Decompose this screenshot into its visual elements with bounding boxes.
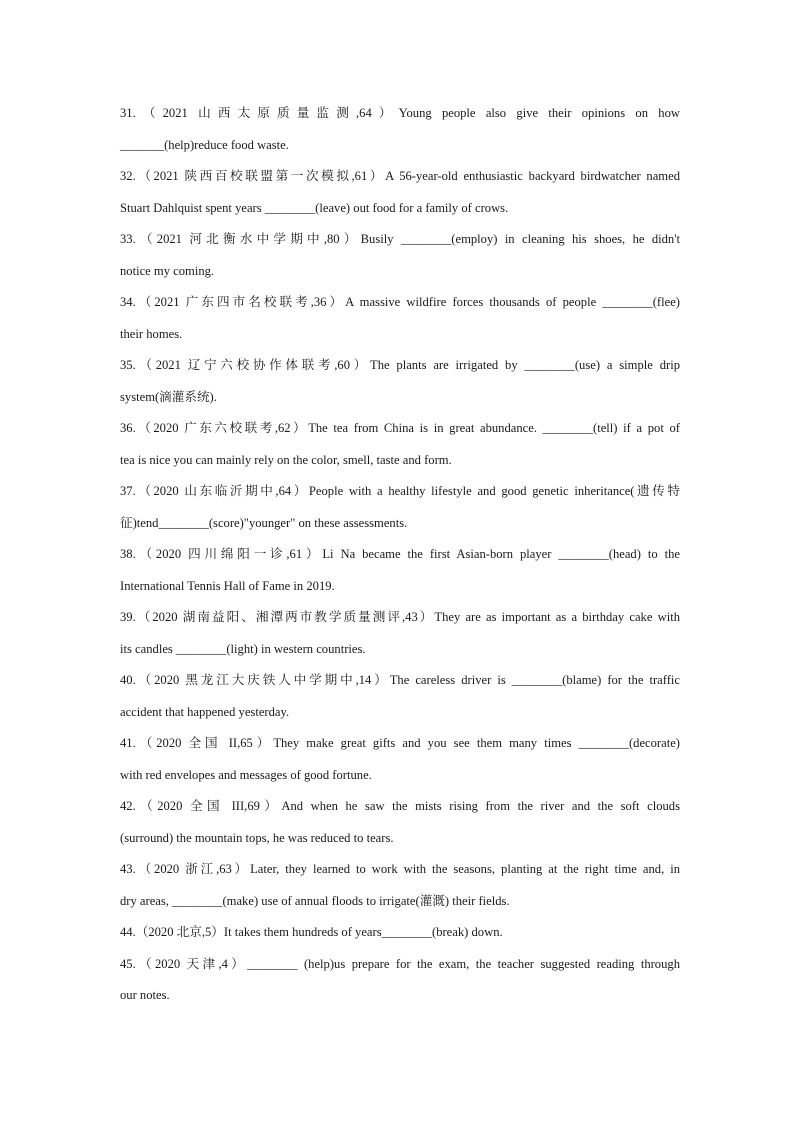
question-42 bbox=[120, 791, 680, 854]
question-33 bbox=[120, 224, 680, 287]
question-44 bbox=[120, 917, 680, 949]
question-43 bbox=[120, 854, 680, 917]
question-37-line-1: 37.（2020 山东临沂期中,64）People with a healthy lifestyle and good genetic inheritance(遗传特 bbox=[120, 484, 680, 498]
question-31-line-2: _______(help)reduce food waste. bbox=[120, 137, 289, 152]
question-36-line-1: 36.（2020 广东六校联考,62）The tea from China is in great abundance. ________(tell) if a pot of bbox=[120, 421, 680, 435]
question-31-line-1: 31.（2021 山西太原质量监测,64）Young people also give their opinions on how bbox=[120, 106, 680, 120]
question-35 bbox=[120, 350, 680, 413]
question-43-line-2: dry areas, ________(make) use of annual floods to irrigate(灌溉) their fields. bbox=[120, 893, 510, 908]
question-list bbox=[120, 98, 680, 1012]
question-33-line-1: 33.（2021 河北衡水中学期中,80）Busily ________(employ) in cleaning his shoes, he didn't bbox=[120, 232, 680, 246]
question-45-line-1: 45.（2020 天津,4）________ (help)us prepare for the exam, the teacher suggested reading through bbox=[120, 956, 680, 971]
question-32 bbox=[120, 161, 680, 224]
question-39 bbox=[120, 602, 680, 665]
question-39-line-1: 39.（2020 湖南益阳、湘潭两市教学质量测评,43）They are as important as a birthday cake with bbox=[120, 610, 680, 624]
question-42-line-1: 42.（2020 全国 III,69）And when he saw the mists rising from the river and the soft clouds bbox=[120, 799, 680, 813]
question-41-line-1: 41.（2020 全国 II,65）They make great gifts and you see them many times ________(decorate) bbox=[120, 736, 680, 750]
question-35-line-1: 35.（2021 辽宁六校协作体联考,60）The plants are irrigated by ________(use) a simple drip bbox=[120, 358, 680, 372]
question-34 bbox=[120, 287, 680, 350]
question-41 bbox=[120, 728, 680, 791]
question-37-line-2: 征)tend________(score)"younger" on these assessments. bbox=[120, 515, 408, 530]
question-40 bbox=[120, 665, 680, 728]
question-31 bbox=[120, 98, 680, 161]
question-34-line-2: their homes. bbox=[120, 326, 183, 341]
question-34-line-1: 34.（2021 广东四市名校联考,36）A massive wildfire forces thousands of people ________(flee) bbox=[120, 295, 680, 309]
question-40-line-2: accident that happened yesterday. bbox=[120, 704, 290, 719]
question-40-line-1: 40.（2020 黑龙江大庆铁人中学期中,14）The careless driver is ________(blame) for the traffic bbox=[120, 673, 680, 687]
question-32-line-1: 32.（2021 陕西百校联盟第一次模拟,61）A 56-year-old enthusiastic backyard birdwatcher named bbox=[120, 169, 680, 183]
question-35-line-2: system(滴灌系统). bbox=[120, 389, 217, 404]
question-32-line-2: Stuart Dahlquist spent years ________(leave) out food for a family of crows. bbox=[120, 200, 509, 215]
question-45 bbox=[120, 949, 680, 1012]
question-36-line-2: tea is nice you can mainly rely on the color, smell, taste and form. bbox=[120, 452, 452, 467]
question-43-line-1: 43.（2020 浙江,63）Later, they learned to work with the seasons, planting at the right time and, in bbox=[120, 862, 680, 876]
question-42-line-2: (surround) the mountain tops, he was reduced to tears. bbox=[120, 830, 394, 845]
question-44-line-1: 44.（2020 北京,5）It takes them hundreds of years________(break) down. bbox=[120, 925, 503, 939]
question-45-line-2: our notes. bbox=[120, 988, 170, 1002]
question-38 bbox=[120, 539, 680, 602]
question-38-line-2: International Tennis Hall of Fame in 2019. bbox=[120, 578, 335, 593]
question-41-line-2: with red envelopes and messages of good fortune. bbox=[120, 767, 372, 782]
question-38-line-1: 38.（2020 四川绵阳一诊,61）Li Na became the first Asian-born player ________(head) to the bbox=[120, 547, 680, 561]
question-39-line-2: its candles ________(light) in western countries. bbox=[120, 641, 366, 656]
question-33-line-2: notice my coming. bbox=[120, 263, 215, 278]
question-36 bbox=[120, 413, 680, 476]
question-37 bbox=[120, 476, 680, 539]
